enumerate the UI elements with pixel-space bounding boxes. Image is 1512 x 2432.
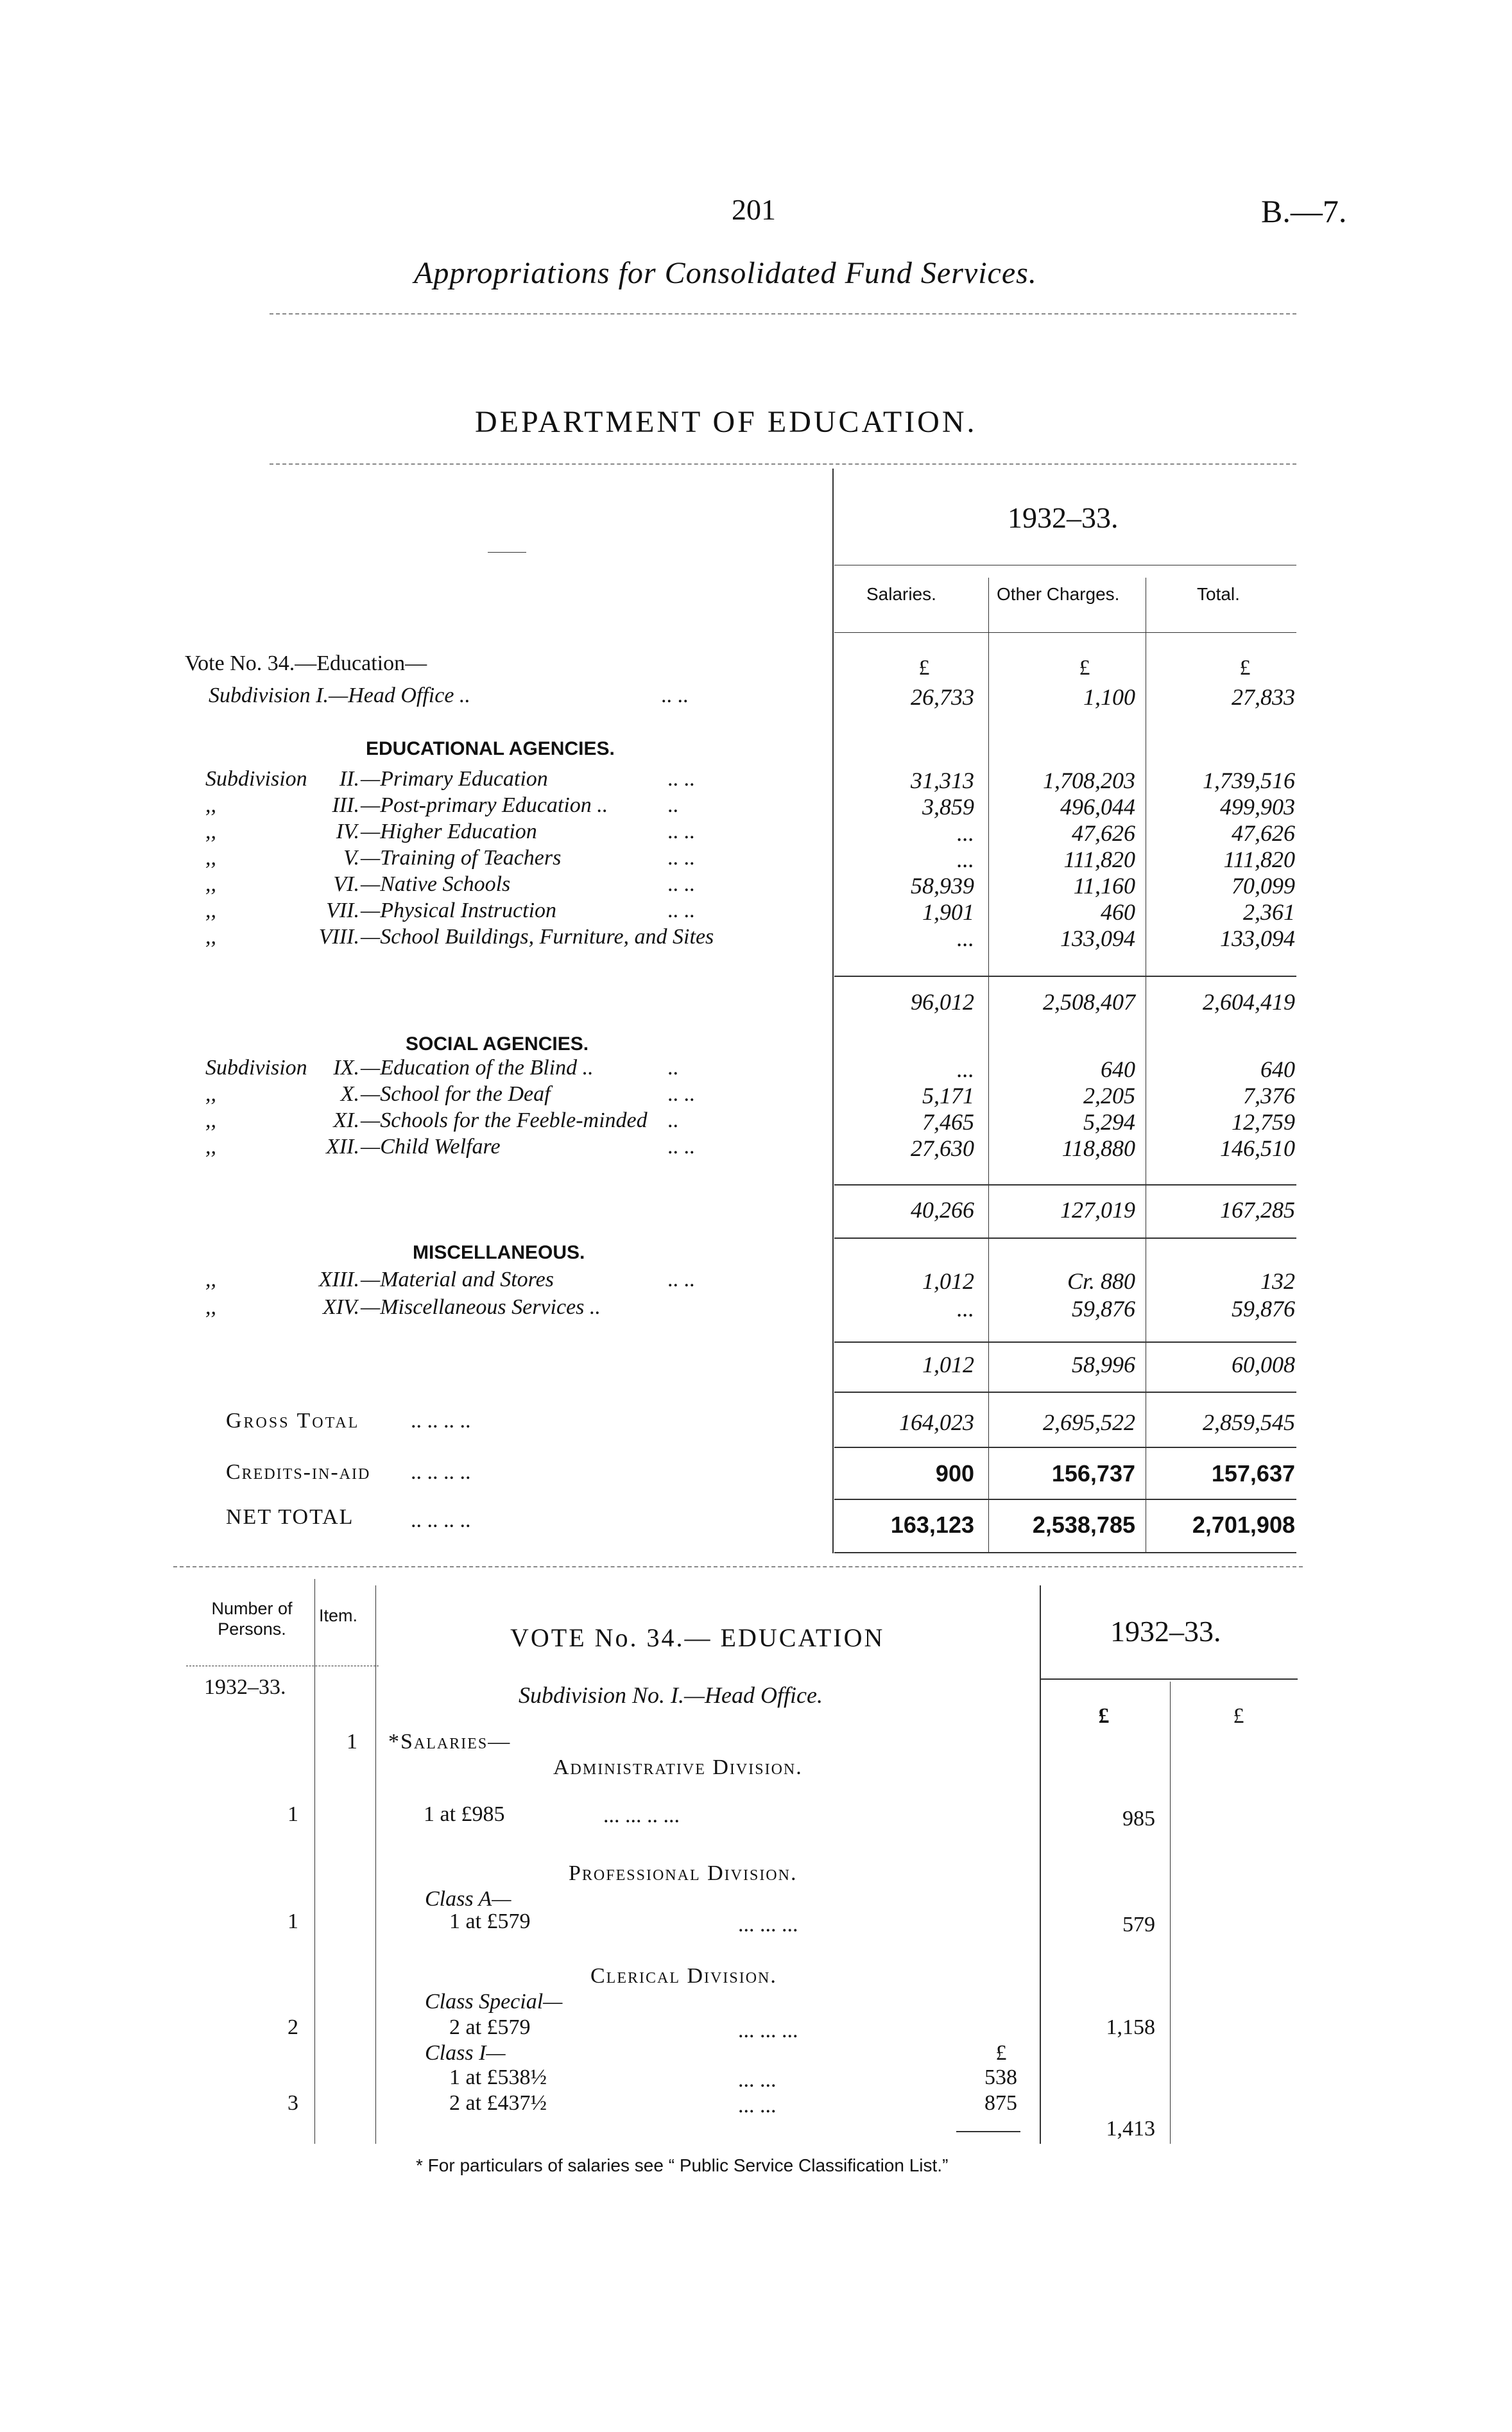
row-prefix: ,,	[205, 925, 216, 949]
row-number: XIII.	[318, 1268, 359, 1291]
row-total: 59,876	[1232, 1296, 1295, 1322]
row-name: —Physical Instruction	[361, 899, 557, 922]
misc-heading: MISCELLANEOUS.	[413, 1242, 585, 1263]
row-other-charges: 460	[1101, 899, 1135, 925]
row-dots: .. ..	[667, 1082, 695, 1106]
row-salaries: 27,630	[911, 1135, 974, 1161]
credits-in-aid-total: 157,637	[1211, 1460, 1295, 1487]
gross-total-dots: .. .. .. ..	[411, 1409, 471, 1433]
row-prefix: ,,	[205, 899, 216, 922]
educational-subtotal-total: 2,604,419	[1203, 989, 1295, 1015]
head-office-label: Subdivision I.—Head Office ..	[209, 684, 470, 707]
educational-subtotal-other: 2,508,407	[1043, 989, 1135, 1015]
head-office-dots: .. ..	[661, 684, 689, 707]
row-number: X.	[340, 1082, 359, 1106]
gross-total-other: 2,695,522	[1043, 1410, 1135, 1435]
clerical-special-persons: 2	[288, 2015, 298, 2039]
row-prefix: Subdivision	[205, 1056, 307, 1080]
row-other-charges: 2,205	[1083, 1083, 1135, 1108]
detail-vline-year	[1040, 1585, 1041, 2144]
row-total: 2,361	[1243, 899, 1295, 925]
clerical-class-i: Class I—	[425, 2041, 506, 2065]
detail-currency-2: £	[1233, 1704, 1244, 1728]
row-number: VII.	[326, 899, 359, 922]
row-dots: .. ..	[667, 872, 695, 896]
misc-rule-bottom	[834, 1392, 1296, 1393]
row-other-charges: 640	[1101, 1056, 1135, 1082]
row-number: XI.	[333, 1108, 359, 1132]
clerical-line-a-amount: 538	[984, 2065, 1017, 2089]
clerical-special-line: 2 at £579	[449, 2015, 531, 2039]
row-number: III.	[332, 793, 359, 817]
row-other-charges: Cr. 880	[1067, 1268, 1135, 1294]
social-rule-bottom	[834, 1238, 1296, 1239]
social-subtotal-other: 127,019	[1060, 1197, 1135, 1223]
row-salaries: 58,939	[911, 873, 974, 899]
educational-rule	[834, 976, 1296, 977]
administrative-persons: 1	[288, 1802, 298, 1826]
row-total: 47,626	[1232, 820, 1295, 846]
col-other-charges: Other Charges.	[997, 584, 1120, 604]
row-name: —School for the Deaf	[361, 1082, 551, 1106]
row-total: 70,099	[1232, 873, 1295, 899]
row-prefix: ,,	[205, 1108, 216, 1132]
page-number: 201	[732, 193, 776, 226]
col-total: Total.	[1197, 584, 1240, 604]
row-prefix: ,,	[205, 1268, 216, 1291]
persons-year: 1932–33.	[204, 1675, 286, 1699]
professional-line: 1 at £579	[449, 1910, 531, 1933]
row-prefix: ,,	[205, 1082, 216, 1106]
row-name: —Native Schools	[361, 872, 511, 896]
footnote: * For particulars of salaries see “ Public Service Classification List.”	[416, 2155, 949, 2175]
section-divider	[173, 1566, 1303, 1567]
row-total: 499,903	[1220, 794, 1295, 820]
row-salaries: 31,313	[911, 768, 974, 793]
gross-total-rule	[834, 1447, 1296, 1448]
credits-in-aid-label: Credits-in-aid	[226, 1460, 371, 1484]
row-dots: ..	[667, 1108, 678, 1132]
professional-dots: ... ... ...	[738, 1913, 798, 1936]
clerical-class-i-persons: 3	[288, 2091, 298, 2115]
row-prefix: ,,	[205, 872, 216, 896]
currency-salaries: £	[918, 656, 930, 680]
row-prefix: ,,	[205, 1135, 216, 1159]
col-salaries: Salaries.	[866, 584, 936, 604]
clerical-line-b-amount: 875	[984, 2091, 1017, 2115]
row-dots: .. ..	[667, 899, 695, 922]
row-salaries: 1,901	[922, 899, 974, 925]
row-total: 1,739,516	[1203, 768, 1295, 793]
currency-other: £	[1079, 656, 1090, 680]
row-number: IX.	[333, 1056, 359, 1080]
social-subtotal-salaries: 40,266	[911, 1197, 974, 1223]
net-total-other: 2,538,785	[1032, 1512, 1135, 1538]
professional-amount: 579	[1122, 1913, 1155, 1936]
clerical-line-b: 2 at £437½	[449, 2091, 547, 2115]
credits-in-aid-dots: .. .. .. ..	[411, 1460, 471, 1484]
row-total: 640	[1260, 1056, 1295, 1082]
detail-year: 1932–33.	[1110, 1615, 1221, 1648]
row-number: V.	[343, 846, 359, 870]
row-prefix: ,,	[205, 1295, 216, 1319]
row-other-charges: 11,160	[1073, 873, 1135, 899]
credits-rule	[834, 1499, 1296, 1500]
social-rule	[834, 1184, 1296, 1186]
detail-currency-1: £	[1098, 1704, 1110, 1728]
educational-heading: EDUCATIONAL AGENCIES.	[366, 738, 615, 759]
row-name: —School Buildings, Furniture, and Sites	[361, 925, 714, 949]
row-name: —Schools for the Feeble-minded	[361, 1108, 648, 1132]
row-salaries: ...	[957, 820, 974, 846]
gross-total-label: Gross Total	[226, 1409, 360, 1433]
misc-subtotal-total: 60,008	[1232, 1352, 1295, 1377]
row-other-charges: 59,876	[1072, 1296, 1135, 1322]
clerical-class-special: Class Special—	[425, 1990, 563, 2014]
row-dots: ..	[667, 1056, 678, 1080]
row-dots: .. ..	[667, 820, 695, 843]
detail-subdivision: Subdivision No. I.—Head Office.	[519, 1682, 823, 1708]
row-number: VIII.	[318, 925, 359, 949]
professional-heading: Professional Division.	[569, 1861, 798, 1885]
row-name: —Miscellaneous Services ..	[361, 1295, 601, 1319]
row-name: —Post-primary Education ..	[361, 793, 608, 817]
summary-short-rule	[488, 552, 526, 553]
summary-year: 1932–33.	[1008, 501, 1119, 534]
clerical-special-amount: 1,158	[1106, 2015, 1155, 2039]
col-header-rule	[834, 632, 1296, 633]
clerical-special-dots: ... ... ...	[738, 2019, 798, 2042]
summary-vline-mid1	[988, 578, 989, 1553]
row-name: —Primary Education	[361, 767, 548, 791]
row-dots: .. ..	[667, 846, 695, 870]
row-number: VI.	[333, 872, 359, 896]
row-salaries: 5,171	[922, 1083, 974, 1108]
misc-subtotal-salaries: 1,012	[922, 1352, 974, 1377]
row-other-charges: 118,880	[1061, 1135, 1135, 1161]
row-prefix: Subdivision	[205, 767, 307, 791]
net-total-label: NET TOTAL	[226, 1505, 354, 1529]
row-dots: .. ..	[667, 767, 695, 791]
clerical-line-b-dots: ... ...	[738, 2094, 777, 2117]
row-total: 146,510	[1220, 1135, 1295, 1161]
row-dots: .. ..	[667, 1135, 695, 1159]
net-total-dots: .. .. .. ..	[411, 1508, 471, 1532]
row-number: II.	[339, 767, 359, 791]
row-name: —Training of Teachers	[361, 846, 562, 870]
row-total: 7,376	[1243, 1083, 1295, 1108]
head-office-other: 1,100	[1083, 684, 1135, 710]
row-other-charges: 5,294	[1083, 1109, 1135, 1135]
col-item-header: Item.	[319, 1606, 358, 1625]
row-name: —Child Welfare	[361, 1135, 501, 1159]
page-subtitle: Appropriations for Consolidated Fund Services.	[414, 256, 1037, 290]
net-total-salaries: 163,123	[890, 1512, 974, 1538]
row-salaries: 3,859	[922, 794, 974, 820]
detail-year-rule	[1041, 1678, 1298, 1680]
row-prefix: ,,	[205, 846, 216, 870]
row-number: XII.	[326, 1135, 359, 1159]
header-rule	[270, 313, 1296, 315]
clerical-heading: Clerical Division.	[590, 1964, 777, 1988]
administrative-line: 1 at £985	[424, 1802, 505, 1826]
row-salaries: ...	[957, 926, 974, 951]
detail-item-number: 1	[347, 1730, 357, 1754]
summary-top-rule	[270, 463, 1296, 465]
social-subtotal-total: 167,285	[1220, 1197, 1295, 1223]
professional-persons: 1	[288, 1910, 298, 1933]
row-number: XIV.	[323, 1295, 359, 1319]
department-title: DEPARTMENT OF EDUCATION.	[475, 405, 977, 439]
clerical-inner-currency: £	[995, 2041, 1007, 2065]
row-name: —Higher Education	[361, 820, 537, 843]
row-other-charges: 496,044	[1060, 794, 1135, 820]
currency-total: £	[1239, 656, 1251, 680]
gross-total-salaries: 164,023	[899, 1410, 974, 1435]
row-total: 132	[1260, 1268, 1295, 1294]
social-heading: SOCIAL AGENCIES.	[406, 1033, 589, 1055]
clerical-line-a: 1 at £538½	[449, 2065, 547, 2089]
detail-vline-amounts	[1170, 1682, 1171, 2144]
misc-subtotal-other: 58,996	[1072, 1352, 1135, 1377]
row-prefix: ,,	[205, 820, 216, 843]
vote-line: Vote No. 34.—Education—	[185, 651, 427, 675]
row-salaries: 1,012	[922, 1268, 974, 1294]
row-total: 133,094	[1220, 926, 1295, 951]
row-name: —Education of the Blind ..	[361, 1056, 594, 1080]
credits-in-aid-other: 156,737	[1051, 1460, 1135, 1487]
detail-vline-item	[375, 1585, 376, 2144]
administrative-heading: Administrative Division.	[553, 1755, 803, 1779]
row-dots: ..	[667, 793, 678, 817]
salaries-heading: *Salaries—	[388, 1730, 511, 1754]
row-prefix: ,,	[205, 793, 216, 817]
row-other-charges: 111,820	[1063, 847, 1135, 872]
row-name: —Material and Stores	[361, 1268, 554, 1291]
document-reference: B.—7.	[1261, 193, 1347, 229]
row-total: 12,759	[1232, 1109, 1295, 1135]
head-office-salaries: 26,733	[911, 684, 974, 710]
educational-subtotal-salaries: 96,012	[911, 989, 974, 1015]
row-other-charges: 47,626	[1072, 820, 1135, 846]
detail-vote-title: VOTE No. 34.— EDUCATION	[510, 1623, 885, 1652]
credits-in-aid-salaries: 900	[935, 1460, 974, 1487]
row-salaries: ...	[957, 1296, 974, 1322]
administrative-dots: ... ... .. ...	[603, 1804, 680, 1827]
row-salaries: 7,465	[922, 1109, 974, 1135]
administrative-amount: 985	[1122, 1807, 1155, 1831]
row-salaries: ...	[957, 847, 974, 872]
col-persons-header: Number of Persons.	[211, 1599, 293, 1639]
summary-vline-left	[832, 469, 834, 1553]
row-dots: .. ..	[667, 1268, 695, 1291]
misc-rule	[834, 1341, 1296, 1343]
clerical-sum-rule	[956, 2131, 1020, 2132]
row-other-charges: 133,094	[1060, 926, 1135, 951]
row-number: IV.	[336, 820, 359, 843]
clerical-class-i-total: 1,413	[1106, 2117, 1155, 2141]
net-total-rule	[834, 1552, 1296, 1553]
gross-total-total: 2,859,545	[1203, 1410, 1295, 1435]
net-total-total: 2,701,908	[1192, 1512, 1295, 1538]
clerical-line-a-dots: ... ...	[738, 2068, 777, 2092]
row-total: 111,820	[1223, 847, 1295, 872]
row-other-charges: 1,708,203	[1043, 768, 1135, 793]
row-salaries: ...	[957, 1056, 974, 1082]
detail-vline-persons	[314, 1579, 315, 2144]
professional-class: Class A—	[425, 1887, 511, 1911]
head-office-total: 27,833	[1232, 684, 1295, 710]
